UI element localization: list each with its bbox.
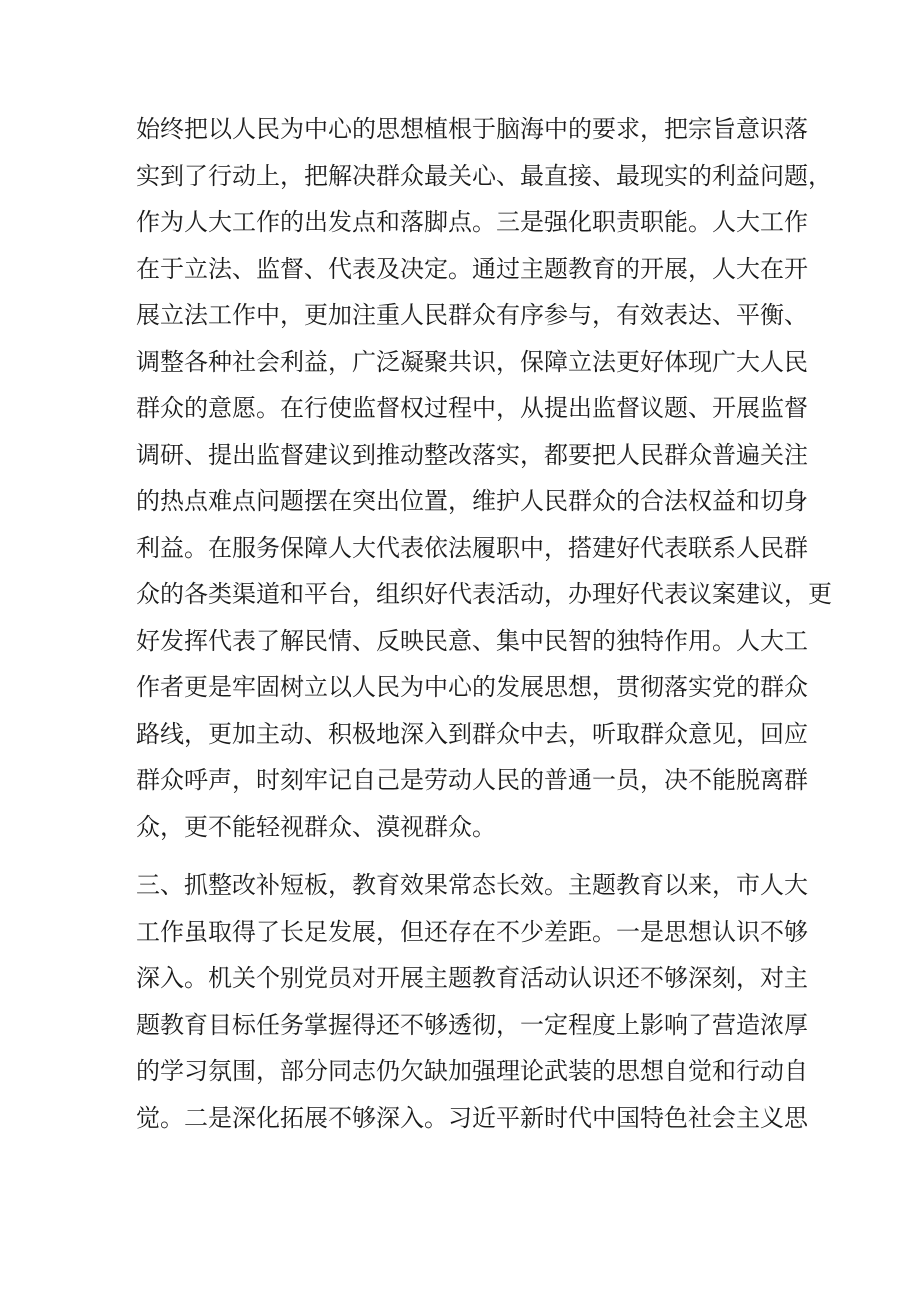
text-line: 的学习氛围，部分同志仍欠缺加强理论武装的思想自觉和行动自 [136, 1057, 808, 1085]
paragraph-spacer [136, 850, 796, 862]
text-line: 在于立法、监督、代表及决定。通过主题教育的开展，人大在开 [136, 254, 808, 283]
text-line: 作为人大工作的出发点和落脚点。三是强化职责职能。人大工作 [136, 208, 808, 236]
text-line: 始终把以人民为中心的思想植根于脑海中的要求，把宗旨意识落 [136, 115, 808, 143]
text-line: 三、抓整改补短板，教育效果常态长效。主题教育以来，市人大 [136, 871, 808, 899]
text-line: 觉。二是深化拓展不够深入。习近平新时代中国特色社会主义思 [136, 1103, 808, 1132]
text-line: 调整各种社会利益，广泛凝聚共识，保障立法更好体现广大人民 [136, 347, 808, 376]
text-line: 群众呼声，时刻牢记自己是劳动人民的普通一员，决不能脱离群 [136, 766, 808, 794]
text-line: 实到了行动上，把解决群众最关心、最直接、最现实的利益问题， [136, 161, 832, 190]
text-line: 众的各类渠道和平台，组织好代表活动，办理好代表议案建议，更 [136, 580, 832, 608]
text-line: 工作虽取得了长足发展，但还存在不少差距。一是思想认识不够 [136, 917, 808, 946]
text-line: 作者更是牢固树立以人民为中心的发展思想，贯彻落实党的群众 [136, 673, 808, 701]
text-line: 路线，更加主动、积极地深入到群众中去，听取群众意见，回应 [136, 719, 808, 748]
paragraph-1 [136, 106, 832, 850]
text-line: 的热点难点问题摆在突出位置，维护人民群众的合法权益和切身 [136, 487, 808, 515]
text-line: 群众的意愿。在行使监督权过程中，从提出监督议题、开展监督 [136, 394, 808, 422]
paragraph-2 [136, 862, 808, 1141]
text-line: 题教育目标任务掌握得还不够透彻，一定程度上影响了营造浓厚 [136, 1010, 808, 1039]
text-line: 利益。在服务保障人大代表依法履职中，搭建好代表联系人民群 [136, 533, 808, 562]
text-line: 众，更不能轻视群众、漠视群众。 [136, 812, 496, 841]
text-line: 调研、提出监督建议到推动整改落实，都要把人民群众普遍关注 [136, 440, 808, 469]
text-line: 展立法工作中，更加注重人民群众有序参与，有效表达、平衡、 [136, 301, 808, 329]
document-body [136, 106, 832, 1141]
text-line: 深入。机关个别党员对开展主题教育活动认识还不够深刻，对主 [136, 964, 808, 992]
text-line: 好发挥代表了解民情、反映民意、集中民智的独特作用。人大工 [136, 626, 808, 655]
